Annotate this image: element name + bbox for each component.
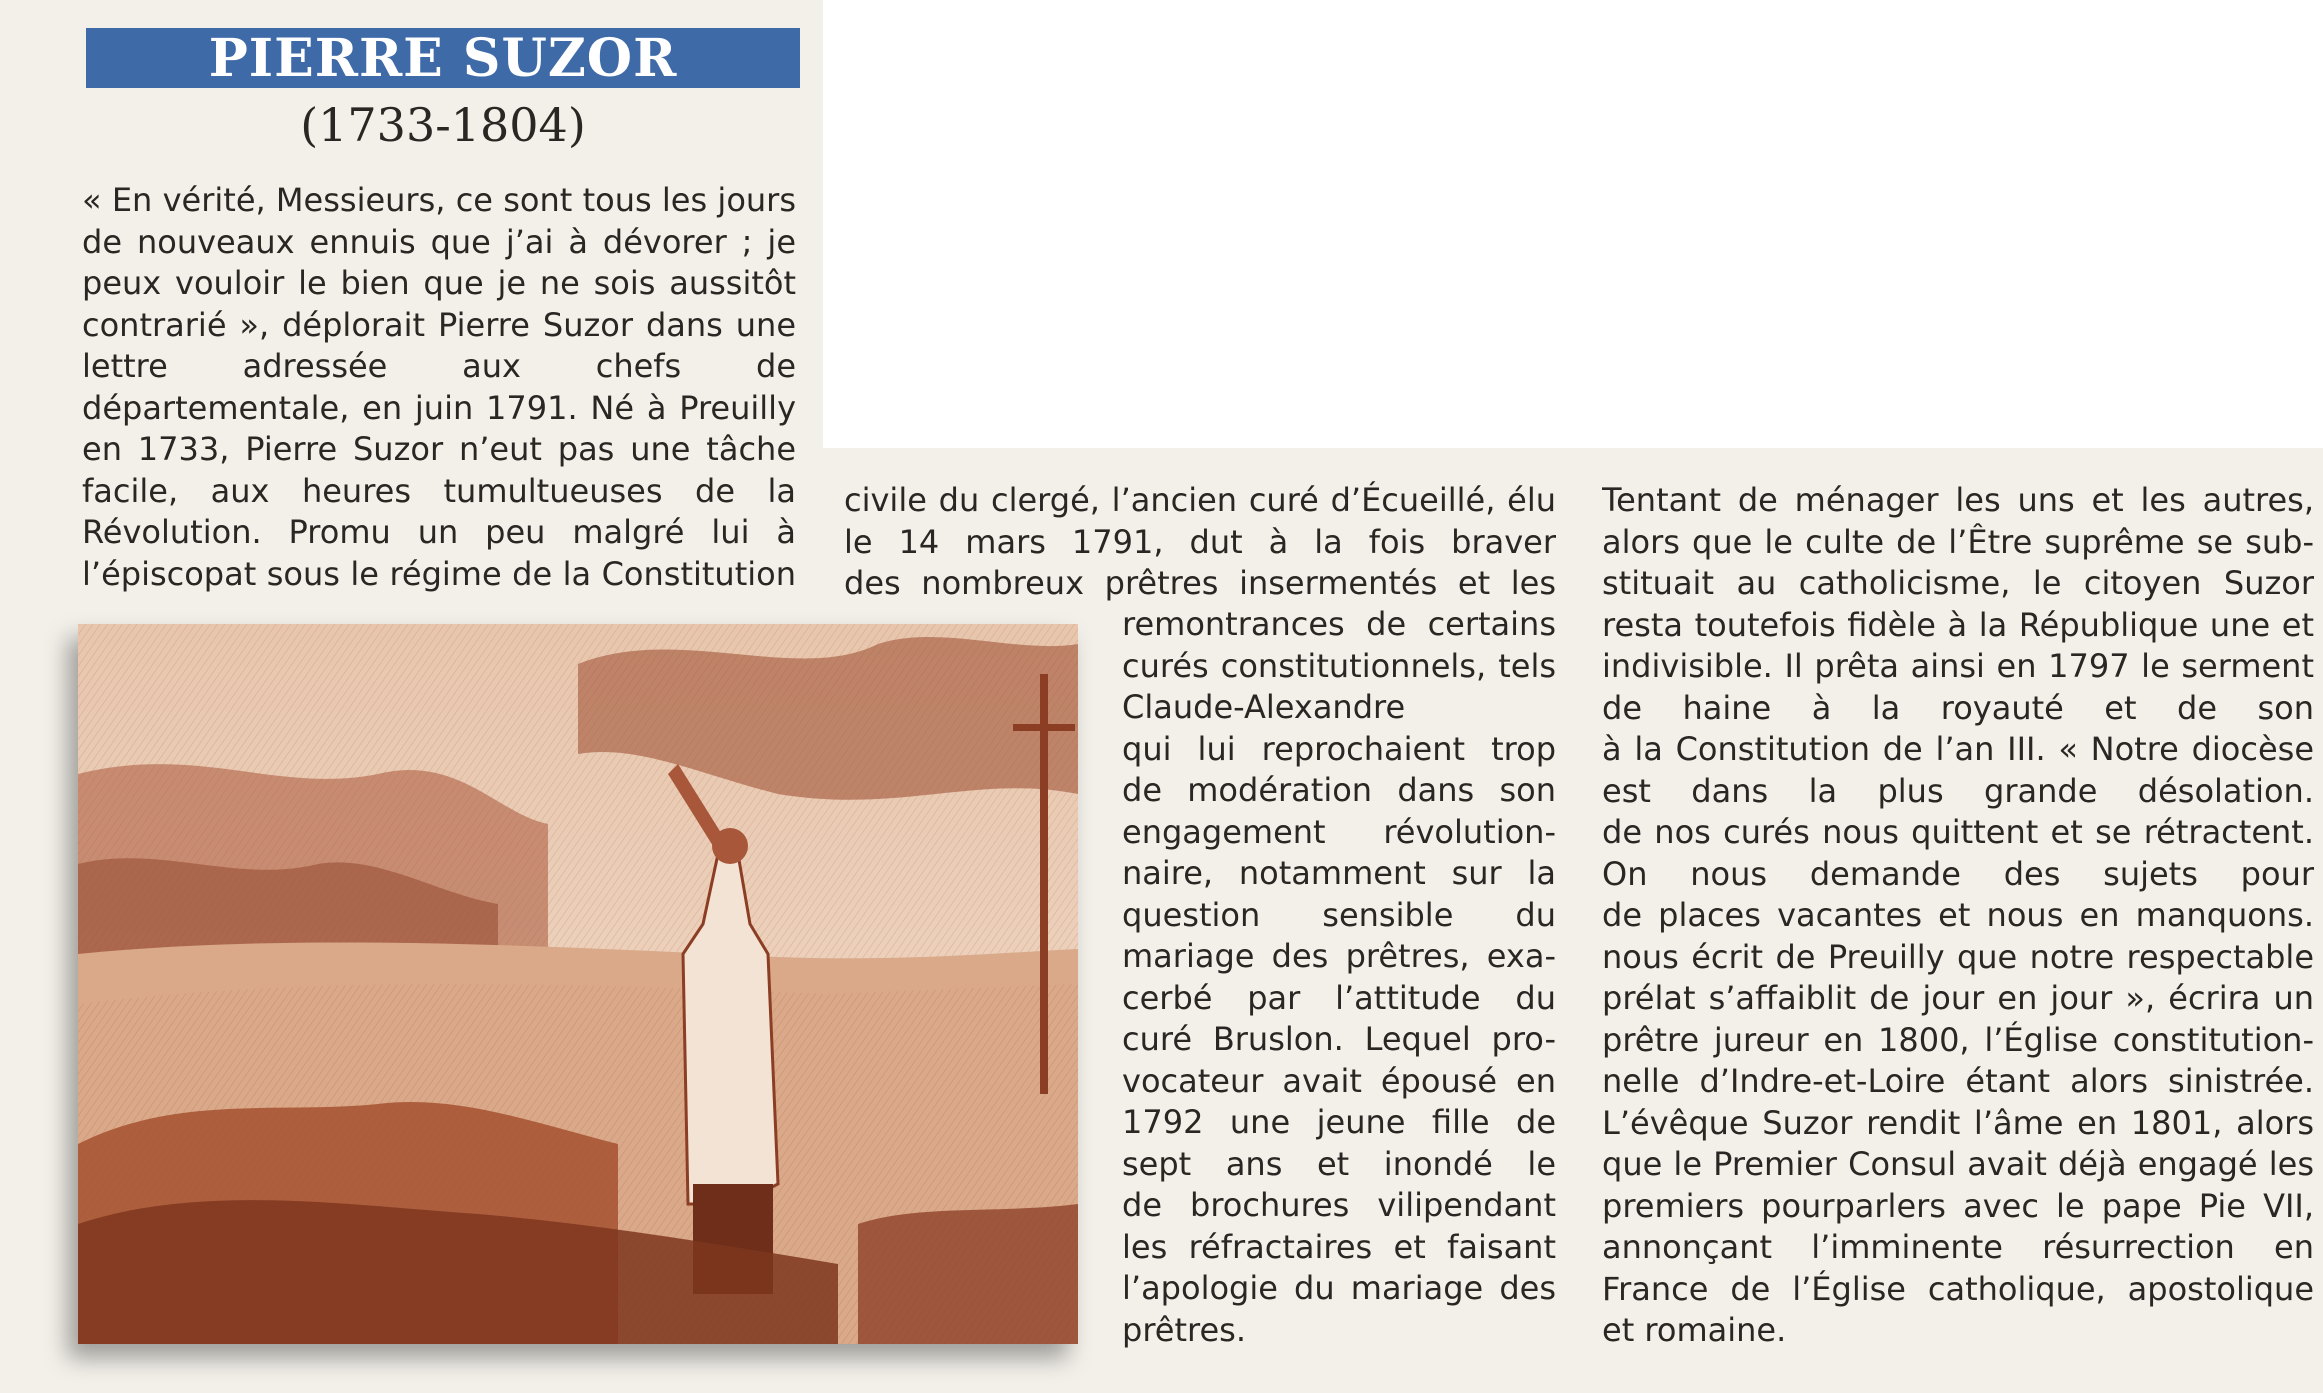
text-line: facile, aux heures tumultueuses de la xyxy=(82,471,796,510)
engraving-svg xyxy=(78,624,1078,1344)
text-line: Révolution. Promu un peu malgré lui à xyxy=(82,513,796,551)
text-line: de brochures vilipendant xyxy=(1122,1186,1556,1224)
text-line: question sensible du xyxy=(1122,895,1556,934)
text-line: les réfractaires et faisant xyxy=(1122,1227,1556,1266)
text-line: Claude-Alexandre xyxy=(1122,688,1406,726)
text-line: en 1733, Pierre Suzor n’eut pas une tâche xyxy=(82,430,796,468)
text-line: nelle d’Indre-et-Loire étant alors sinistrée. xyxy=(1602,1062,2314,1100)
text-line: resta toutefois fidèle à la République une et xyxy=(1602,605,2314,644)
text-line: prêtre jureur en 1800, l’Église constitution- xyxy=(1602,1020,2314,1059)
text-line: engagement révolution- xyxy=(1122,812,1556,851)
text-line: peux vouloir le bien que je ne sois aussitôt xyxy=(82,264,796,302)
text-line: L’évêque Suzor rendit l’âme en 1801, alors xyxy=(1602,1103,2314,1142)
text-line: 1792 une jeune fille de xyxy=(1122,1103,1556,1141)
text-line: est dans la plus grande désolation. xyxy=(1602,771,2314,810)
text-line: des nombreux prêtres insermentés et les xyxy=(844,564,1556,602)
engraving-illustration xyxy=(78,624,1078,1344)
text-line: nous écrit de Preuilly que notre respectable xyxy=(1602,937,2314,976)
article-title xyxy=(86,28,800,88)
text-line: prêtres. xyxy=(1122,1310,1246,1349)
text-line: qui lui reprochaient trop xyxy=(1122,729,1556,768)
text-line: naire, notamment sur la xyxy=(1122,854,1556,892)
text-line: de places vacantes et nous en manquons. xyxy=(1602,896,2314,934)
text-line: stituait au catholicisme, le citoyen Suzor xyxy=(1602,564,2314,602)
life-dates: (1733-1804) xyxy=(300,98,586,152)
text-line: que le Premier Consul avait déjà engagé les xyxy=(1602,1145,2314,1183)
text-line: de haine à la royauté et de son xyxy=(1602,688,2314,727)
text-line: mariage des prêtres, exa- xyxy=(1122,937,1556,975)
text-line: annonçant l’imminente résurrection en xyxy=(1602,1228,2314,1266)
right-crowd xyxy=(858,1204,1078,1344)
text-line: « En vérité, Messieurs, ce sont tous les jours xyxy=(82,181,796,219)
text-column-1 xyxy=(82,180,796,595)
text-line: de modération dans son xyxy=(1122,771,1556,809)
text-line: sept ans et inondé le xyxy=(1122,1144,1556,1183)
text-line: contrarié », déplorait Pierre Suzor dans une xyxy=(82,305,796,344)
text-line: premiers pourparlers avec le pape Pie VII, xyxy=(1602,1186,2314,1225)
text-line: France de l’Église catholique, apostolique xyxy=(1602,1269,2314,1308)
cross-beam xyxy=(1013,724,1075,731)
text-line: alors que le culte de l’Être suprême se sub- xyxy=(1602,522,2314,561)
text-line: curé Bruslon. Lequel pro- xyxy=(1122,1020,1556,1058)
text-line: civile du clergé, l’ancien curé d’Écueillé, élu xyxy=(844,481,1556,519)
text-line: à la Constitution de l’an III. « Notre diocèse xyxy=(1602,730,2314,768)
text-line: de nos curés nous quittent et se rétractent. xyxy=(1602,813,2314,851)
text-column-3 xyxy=(1602,480,2314,1352)
text-line: Tentant de ménager les uns et les autres, xyxy=(1602,481,2314,519)
text-line: vocateur avait épousé en xyxy=(1122,1061,1556,1100)
text-line: et romaine. xyxy=(1602,1311,1787,1349)
text-line: remontrances de certains xyxy=(1122,605,1556,643)
text-line: le 14 mars 1791, dut à la fois braver xyxy=(844,522,1556,561)
text-column-2-narrow xyxy=(1122,604,1556,1351)
text-line: l’apologie du mariage des xyxy=(1122,1269,1556,1307)
text-line: départementale, en juin 1791. Né à Preuilly xyxy=(82,388,796,427)
text-line: l’épiscopat sous le régime de la Constitution xyxy=(82,554,796,593)
text-line: indivisible. Il prêta ainsi en 1797 le serment xyxy=(1602,647,2314,685)
wooden-cross xyxy=(1040,674,1048,1094)
title-text: PIERRE SUZOR xyxy=(208,27,678,89)
text-line: prélat s’affaiblit de jour en jour », écrira un xyxy=(1602,979,2314,1017)
text-line: de nouveaux ennuis que j’ai à dévorer ; je xyxy=(82,222,796,261)
text-line: On nous demande des sujets pour xyxy=(1602,854,2314,893)
text-line: lettre adressée aux chefs de xyxy=(82,347,796,385)
text-line: curés constitutionnels, tels xyxy=(1122,646,1556,685)
text-line: cerbé par l’attitude du xyxy=(1122,978,1556,1017)
text-column-2-top xyxy=(844,480,1556,605)
